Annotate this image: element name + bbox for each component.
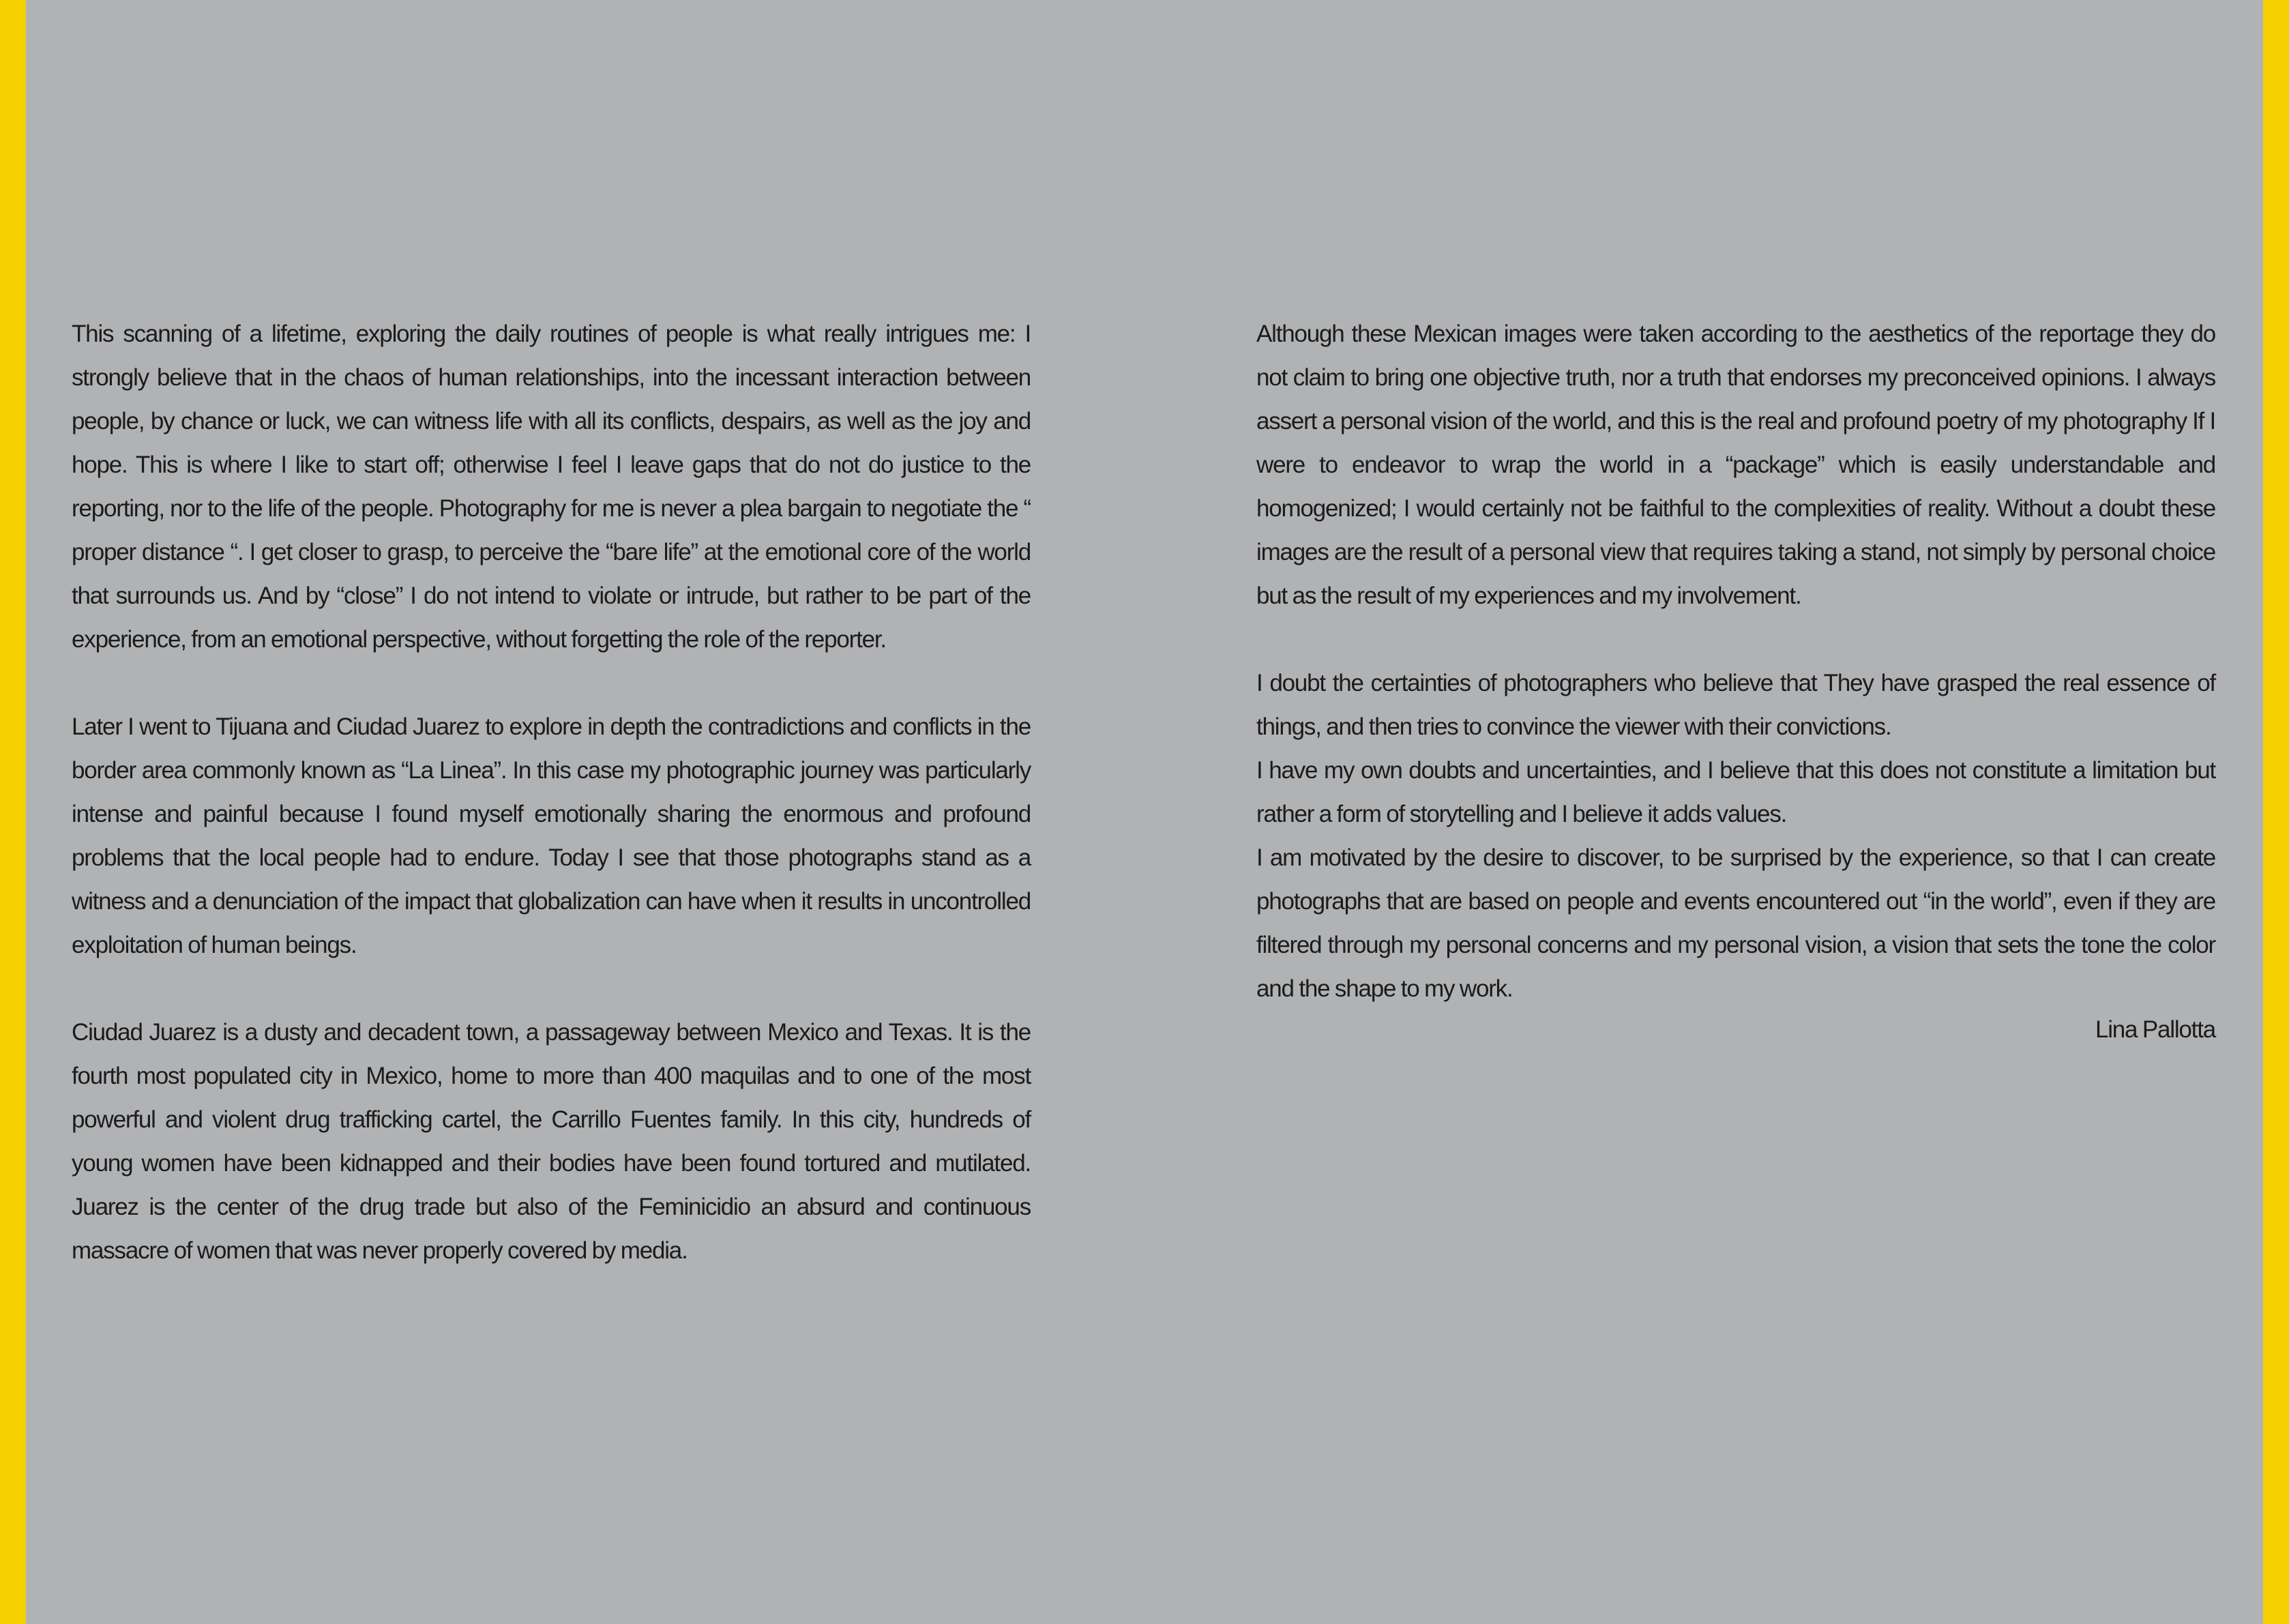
right-text-column — [1256, 312, 2215, 1049]
author-signature: Lina Pallotta — [2095, 1016, 2215, 1043]
left-yellow-border — [0, 0, 26, 1624]
paragraph-doubt-certainties: I doubt the certainties of photographers who believe that They have grasped the real essence of things, and then tries to convince the viewer with their convictions. — [1256, 670, 2215, 740]
paragraph-scanning-lifetime: This scanning of a lifetime, exploring the daily routines of people is what really intrigues me: I strongly believe that in the chaos of human relationships, into the incessant interaction between people, by chance or luck, we can witness life with all its conflicts, despairs, as well as the joy and hope. This is where I like to start off; otherwise I feel I leave gaps that do not do justice to the reporting, nor to the life of the people. Photography for me is never a plea bargain to negotiate the “ proper distance “. I get closer to grasp, to perceive the “bare life” at the emotional core of the world that surrounds us. And by “close” I do not intend to violate or intrude, but rather to be part of the experience, from an emotional perspective, without forgetting the role of the reporter. — [72, 321, 1031, 653]
paragraph-tijuana-juarez: Later I went to Tijuana and Ciudad Juarez to explore in depth the contradictions and conflicts in the border area commonly known as “La Linea”. In this case my photographic journey was particularly intense and painful because I found myself emotionally sharing the enormous and profound problems that the local people had to endure. Today I see that those photographs stand as a witness and a denunciation of the impact that globalization can have when it results in uncontrolled exploitation of human beings. — [72, 713, 1031, 958]
left-text-column — [72, 312, 1031, 1316]
paragraph-ciudad-juarez: Ciudad Juarez is a dusty and decadent town, a passageway between Mexico and Texas. It is the fourth most populated city in Mexico, home to more than 400 maquilas and to one of the most powerful and violent drug trafficking cartel, the Carrillo Fuentes family. In this city, hundreds of young women have been kidnapped and their bodies have been found tortured and mutilated. Juarez is the center of the drug trade but also of the Feminicidio an absurd and continuous massacre of women that was never properly covered by media. — [72, 1019, 1031, 1264]
paragraph-motivated: I am motivated by the desire to discover, to be surprised by the experience, so that I can create photographs that are based on people and events encountered out “in the world”, even if they are filtered through my personal concerns and my personal vision, a vision that sets the tone the color and the shape to my work. — [1256, 844, 2215, 1002]
paragraph-own-doubts: I have my own doubts and uncertainties, and I believe that this does not constitute a limitation but rather a form of storytelling and I believe it adds values. — [1256, 757, 2215, 827]
right-yellow-border — [2263, 0, 2289, 1624]
paragraph-mexican-images: Although these Mexican images were taken according to the aesthetics of the reportage they do not claim to bring one objective truth, nor a truth that endorses my preconceived opinions. I always assert a personal vision of the world, and this is the real and profound poetry of my photography If I were to endeavor to wrap the world in a “package” which is easily understandable and homogenized; I would certainly not be faithful to the complexities of reality. Without a doubt these images are the result of a personal view that requires taking a stand, not simply by personal choice but as the result of my experiences and my involvement. — [1256, 321, 2215, 609]
